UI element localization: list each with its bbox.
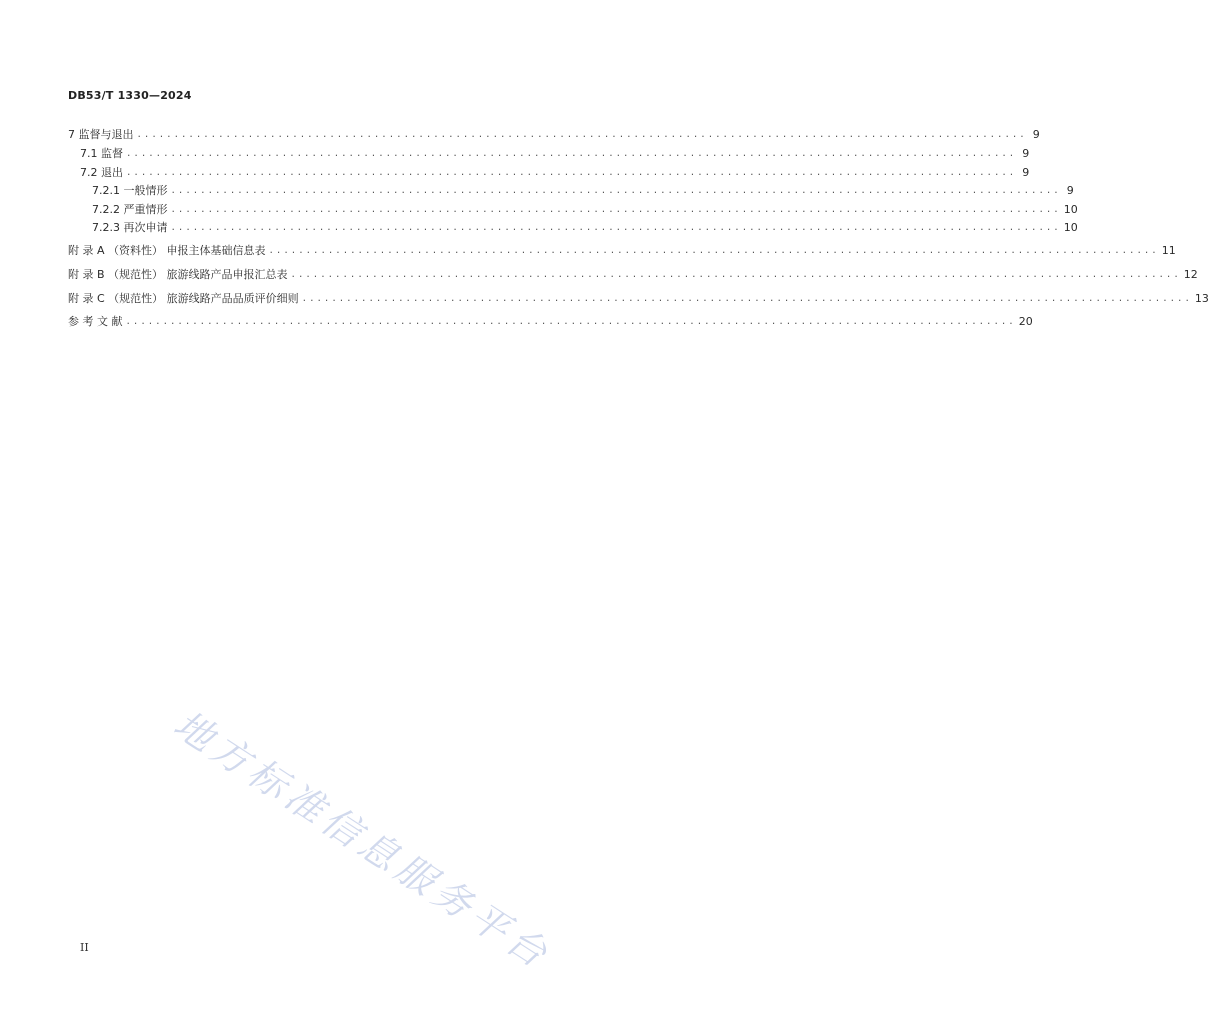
toc-entry-page: 10 <box>1063 221 1078 234</box>
toc-leader-dots: ........................................................................................................................ <box>170 205 1061 215</box>
toc-entry-page: 10 <box>1063 203 1078 216</box>
toc-entry-page: 12 <box>1183 268 1198 281</box>
toc-entry-title: 7.2 退出 <box>80 166 123 179</box>
toc-entry-page: 11 <box>1161 244 1176 257</box>
toc-entry-appendix-b[interactable] <box>68 266 1198 282</box>
toc-entry-appendix-a[interactable] <box>68 242 1176 258</box>
toc-leader-dots: ........................................................................................................................ <box>301 294 1192 304</box>
toc-entry-page: 20 <box>1018 315 1033 328</box>
toc-entry-page: 9 <box>1022 166 1030 179</box>
toc-entry-title: 7 监督与退出 <box>68 128 134 141</box>
toc-leader-dots: ........................................................................................................................ <box>170 186 1061 196</box>
toc-leader-dots: ........................................................................................................................ <box>136 130 1027 140</box>
toc-leader-dots: ........................................................................................................................ <box>126 168 1017 178</box>
toc-entry-references[interactable] <box>68 313 1033 329</box>
toc-entry[interactable] <box>68 182 1074 198</box>
page-number: II <box>80 941 89 954</box>
toc-entry[interactable] <box>68 201 1078 217</box>
toc-entry-title: 附 录 C （规范性） 旅游线路产品品质评价细则 <box>68 292 299 305</box>
toc-entry[interactable] <box>68 145 1030 161</box>
toc-entry-title: 7.2.1 一般情形 <box>92 184 168 197</box>
document-id: DB53/T 1330—2024 <box>68 89 192 102</box>
toc-entry-page: 9 <box>1032 128 1040 141</box>
toc-leader-dots: ........................................................................................................................ <box>290 270 1181 280</box>
toc-entry[interactable] <box>68 126 1040 142</box>
toc-entry-title: 7.2.2 严重情形 <box>92 203 168 216</box>
toc-entry-page: 9 <box>1066 184 1074 197</box>
toc-entry[interactable] <box>68 219 1078 235</box>
toc-leader-dots: ........................................................................................................................ <box>268 246 1159 256</box>
toc-entry-title: 附 录 B （规范性） 旅游线路产品申报汇总表 <box>68 268 288 281</box>
toc-leader-dots: ........................................................................................................................ <box>126 149 1017 159</box>
toc-entry-appendix-c[interactable] <box>68 290 1209 306</box>
toc-entry[interactable] <box>68 164 1030 180</box>
toc-leader-dots: ........................................................................................................................ <box>170 223 1061 233</box>
watermark: 地方标准信息服务平台 <box>166 701 560 979</box>
toc-entry-title: 附 录 A （资料性） 申报主体基础信息表 <box>68 244 266 257</box>
toc-entry-title: 参 考 文 献 <box>68 315 123 328</box>
toc-entry-title: 7.1 监督 <box>80 147 123 160</box>
toc-entry-page: 9 <box>1022 147 1030 160</box>
toc-leader-dots: ........................................................................................................................ <box>125 317 1016 327</box>
toc-entry-page: 13 <box>1194 292 1209 305</box>
toc-entry-title: 7.2.3 再次申请 <box>92 221 168 234</box>
